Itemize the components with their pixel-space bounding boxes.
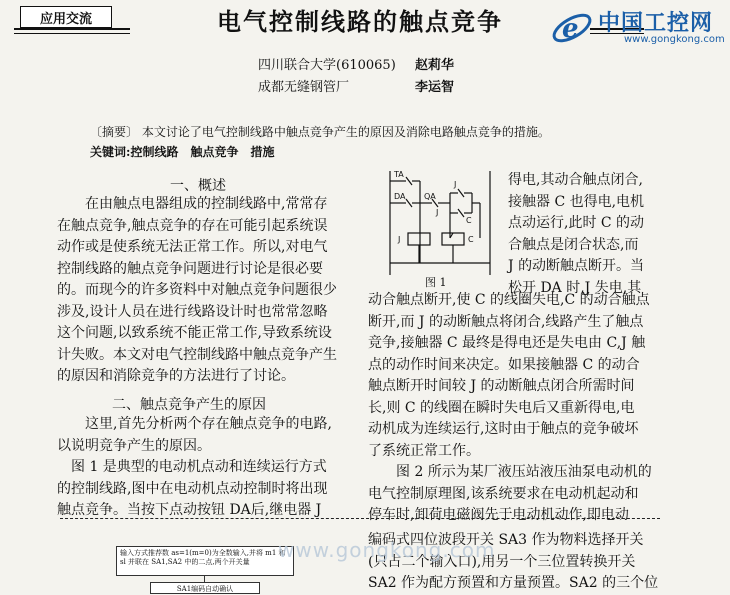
text-line: 涉及,设计人员在进行线路设计时也常常忽略 xyxy=(57,303,328,320)
label-j-mid: J xyxy=(436,208,439,217)
logo-mark-icon xyxy=(548,4,598,50)
text-line: 点的动作时间来决定。如果接触器 C 的动合 xyxy=(368,356,640,373)
text-line: 以说明竞争产生的原因。 xyxy=(57,437,211,454)
text-line: 这里,首先分析两个存在触点竞争的电路, xyxy=(85,416,332,432)
text-line: 编码式四位波段开关 SA3 作为物料选择开关 xyxy=(368,532,644,548)
text-line: 这个问题,以致系统不能正常工作,导致系统设 xyxy=(57,325,332,341)
figure-1-caption: 图 1 xyxy=(425,276,447,289)
text-line: J 的动断触点断开。当 xyxy=(508,258,645,274)
affiliation-1: 四川联合大学(610065) xyxy=(258,58,396,73)
text-line: 在触点竞争,触点竞争的存在可能引起系统误 xyxy=(57,217,328,234)
page-separator xyxy=(60,518,660,519)
section-heading-2: 二、触点竞争产生的原因 xyxy=(112,397,266,413)
text-line: 竞争,接触器 C 最终是得电还是失电由 C,J 触 xyxy=(368,335,646,351)
text-line: 触点竞争。当按下点动按钮 DA后,继电器 J xyxy=(57,502,322,518)
author-2: 李运智 xyxy=(415,80,455,95)
text-line: 了系统正常工作。 xyxy=(368,442,480,459)
text-line: 点动运行,此时 C 的动 xyxy=(508,215,645,231)
abstract-label: 〔摘要〕 xyxy=(90,125,139,139)
text-line: 断开,而 J 的动断触点将闭合,线路产生了触点 xyxy=(368,313,644,330)
page-title: 电气控制线路的触点竞争 xyxy=(130,2,590,37)
text-line: 在由触点电器组成的控制线路中,常常存 xyxy=(85,196,328,212)
label-c-mid: C xyxy=(466,216,472,225)
text-line: 图 1 是典型的电动机点动和连续运行方式 xyxy=(71,459,327,475)
text-line: 的。而现今的许多资料中对触点竞争问题很少 xyxy=(57,282,337,298)
text-line: 电气控制原理图,该系统要求在电动机起动和 xyxy=(368,485,639,502)
text-line: (只占二个输入口),用另一个三位置转换开关 xyxy=(368,553,636,570)
text-line: 得电,其动合触点闭合, xyxy=(508,172,643,188)
section-2-body xyxy=(57,414,357,522)
keywords-label: 关键词: xyxy=(90,145,131,159)
label-ta: TA xyxy=(394,170,404,179)
text-line: 动机成为连续运行,这时由于触点的竞争破坏 xyxy=(368,421,639,437)
text-line: 计失败。本文对电气控制线路中触点竞争产生 xyxy=(57,346,337,363)
abstract-text: 本文讨论了电气控制线路中触点竞争产生的原因及消除电路触点竞争的措施。 xyxy=(141,125,550,139)
label-j-coil: J xyxy=(398,235,401,244)
text-line: 控制线路的触点竞争问题进行讨论是很必要 xyxy=(57,260,323,277)
text-line: 松开 DA 时,J 失电,其 xyxy=(508,279,642,296)
text-line: SA2 作为配方预置和方量预置。SA2 的三个位 xyxy=(368,575,659,591)
label-qa: QA xyxy=(424,192,436,201)
author-1: 赵莉华 xyxy=(415,58,455,73)
keywords xyxy=(90,143,274,160)
text-line: 合触点是闭合状态,而 xyxy=(508,236,639,253)
label-da: DA xyxy=(394,192,406,201)
section-heading-1: 一、概述 xyxy=(170,178,226,194)
gongkong-logo xyxy=(548,4,726,50)
flowchart-box-2: SA1编码自动确认 xyxy=(150,582,260,594)
abstract xyxy=(90,124,650,141)
text-line: 停车时,卸荷电磁阀先于电动机动作,即电动 xyxy=(368,507,629,523)
right-col-wrap xyxy=(508,170,658,299)
figure-1-circuit xyxy=(380,163,500,283)
right-col-body xyxy=(368,290,668,527)
column-tag: 应用交流 xyxy=(20,6,112,28)
text-line: 长,则 C 的线圈在瞬时失电后又重新得电,电 xyxy=(368,399,635,416)
text-line: 动作或是使系统无法正常工作。所以,对电气 xyxy=(57,239,328,255)
text-line: 的控制线路,图中在电动机点动控制时将出现 xyxy=(57,480,328,497)
logo-url: www.gongkong.com xyxy=(624,34,725,45)
text-line: 的原因和消除竞争的方法进行了讨论。 xyxy=(57,368,295,384)
logo-name: 中国工控网 xyxy=(598,11,714,36)
watermark: www.gongkong.com xyxy=(278,538,496,562)
affiliation-2: 成都无缝钢管厂 xyxy=(258,80,350,95)
text-line: 动合触点断开,使 C 的线圈失电,C 的动合触点 xyxy=(368,292,650,308)
text-line: 图 2 所示为某厂液压站液压油泵电动机的 xyxy=(396,464,652,480)
flowchart-box: 输入方式推荐数 as=1(m=0)为全数输入,并将 m1 和 sl 并联在 SA1,SA2 中的二点,两个开关量 xyxy=(116,546,294,576)
label-c-coil: C xyxy=(468,235,474,244)
svg-text:e: e xyxy=(562,14,579,44)
section-1-body xyxy=(57,194,357,388)
label-j-top: J xyxy=(454,180,457,189)
keywords-text: 控制线路 触点竞争 措施 xyxy=(130,145,275,159)
text-line: 接触器 C 也得电,电机 xyxy=(508,193,645,210)
text-line: 触点断开时间较 J 的动断触点闭合所需时间 xyxy=(368,378,635,394)
